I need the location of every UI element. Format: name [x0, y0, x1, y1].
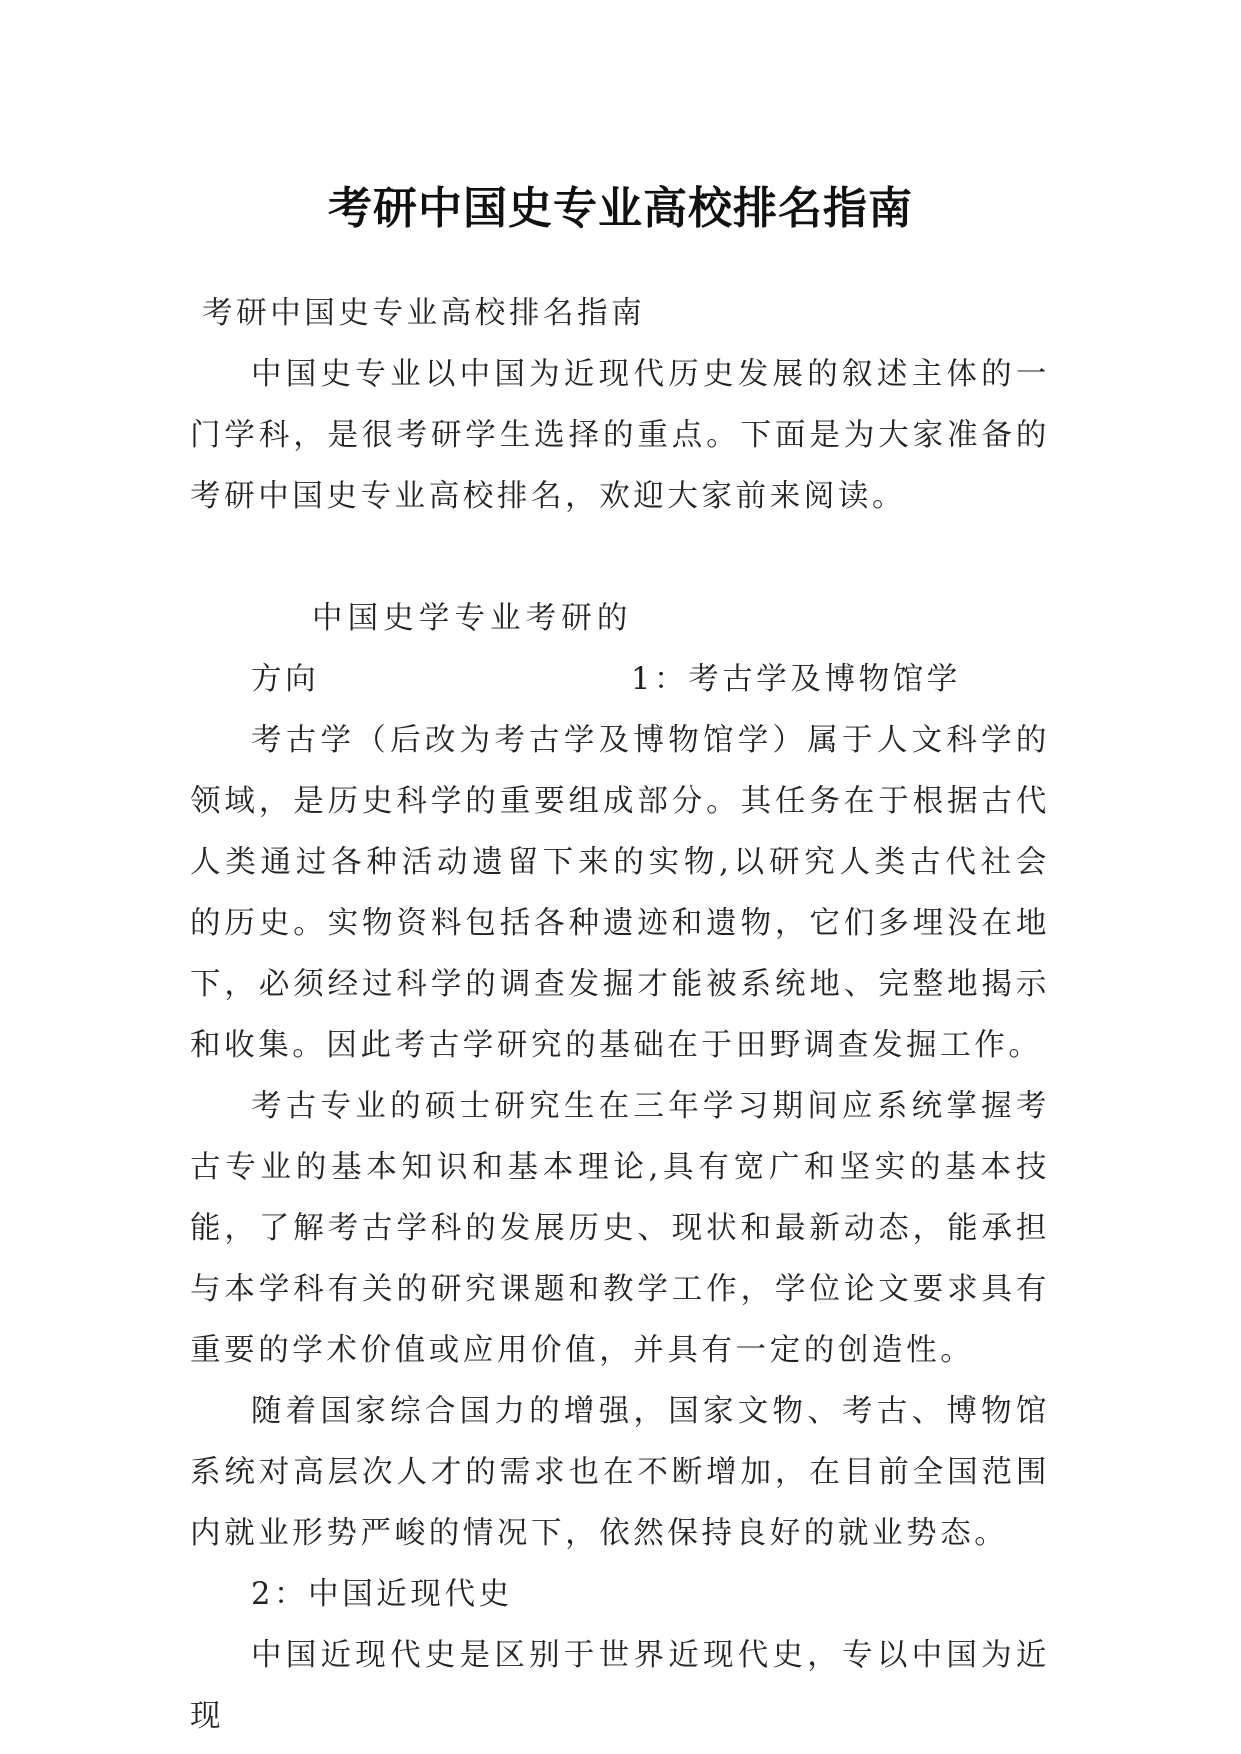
- archaeology-paragraph-3: 随着国家综合国力的增强，国家文物、考古、博物馆系统对高层次人才的需求也在不断增加，在目前全国范围内就业形势严峻的情况下，依然保持良好的就业势态。: [190, 1394, 1050, 1551]
- archaeology-paragraph-1: 考古学（后改为考古学及博物馆学）属于人文科学的领域，是历史科学的重要组成部分。其任务在于根据古代人类通过各种活动遗留下来的实物,以研究人类古代社会的历史。实物资料包括各种遗迹和遗物，它们多埋没在地下，必须经过科学的调查发掘才能被系统地、完整地揭示和收集。因此考古学研究的基础在于田野调查发掘工作。: [190, 723, 1050, 1063]
- direction-1-heading: 1：考古学及博物馆学: [631, 662, 961, 697]
- direction-heading: [190, 588, 1050, 710]
- archaeology-paragraph-2: 考古专业的硕士研究生在三年学习期间应系统掌握考古专业的基本知识和基本理论,具有宽广和坚实的基本技能，了解考古学科的发展历史、现状和最新动态，能承担与本学科有关的研究课题和教学工作，学位论文要求具有重要的学术价值或应用价值，并具有一定的创造性。: [190, 1089, 1050, 1368]
- paragraph-spacer: [190, 527, 1050, 588]
- intro-paragraph: 中国史专业以中国为近现代历史发展的叙述主体的一门学科，是很考研学生选择的重点。下面是为大家准备的考研中国史专业高校排名，欢迎大家前来阅读。: [190, 357, 1050, 514]
- modern-history-paragraph-1: 中国近现代史是区别于世界近现代史，专以中国为近现: [190, 1638, 1050, 1734]
- document-title: 考研中国史专业高校排名指南: [328, 183, 913, 235]
- direction-heading-label: 中国史学专业考研的方向: [251, 601, 631, 697]
- document-subtitle: 考研中国史专业高校排名指南: [202, 296, 646, 331]
- direction-2-heading: 2：中国近现代史: [251, 1577, 513, 1612]
- document-body: [190, 283, 1050, 1747]
